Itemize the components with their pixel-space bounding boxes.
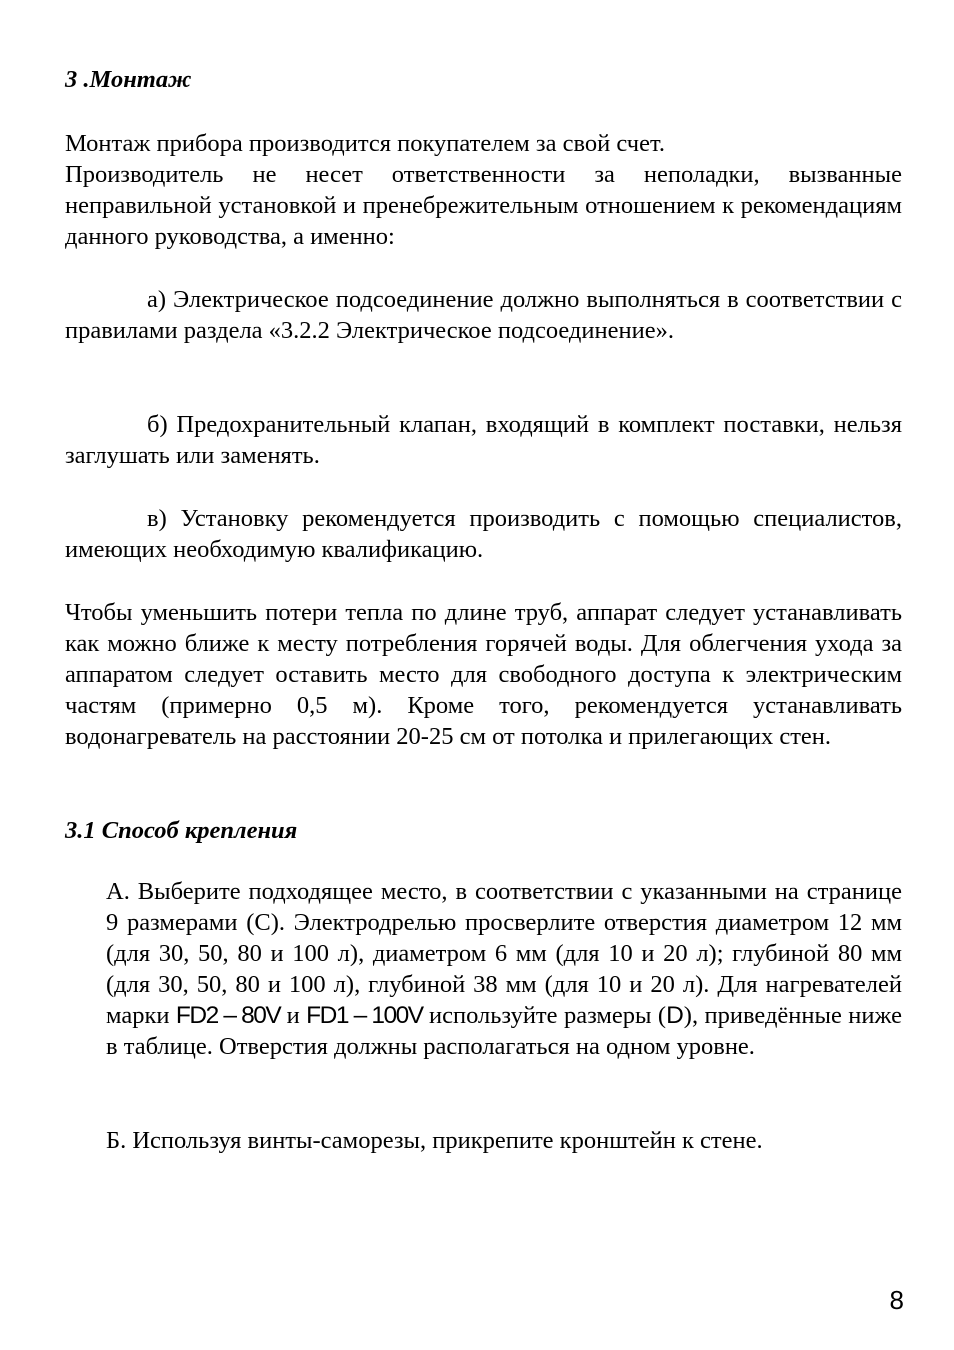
item-c-paragraph: в) Установку рекомендуется производить с помощью специалистов, имеющих необходимую квалификацию.	[65, 505, 902, 563]
item-a-paragraph: а) Электрическое подсоединение должно выполняться в соответствии с правилами раздела «3.2.2 Электрическое подсоединение».	[65, 286, 902, 344]
intro-line-2: Производитель не несет ответственности за неполадки, вызванные неправильной установкой и пренебрежительным отношением к рекомендациям данного руководства, а именно:	[65, 161, 902, 250]
step-a-text-1: А. Выберите подходящее место, в соответствии с указанными на странице 9 размерами (С). Электродрелью просверлите отверстия диаметром 12 мм (для 30, 50, 80 и 100 л), диаметром 6 мм (для 10 и 20 л); глубиной 80 мм (для 30, 50, 80 и 100 л), глубиной 38 мм (для 10 и 20 л). Для нагревателей марки	[106, 878, 902, 1029]
document-page	[65, 0, 902, 1350]
subsection-title: 3.1 Способ крепления	[65, 817, 298, 844]
dimension-letter: D	[666, 1002, 684, 1029]
step-a-text-3: ), приведённые ниже в таблице. Отверстия должны располагаться на одном уровне.	[106, 1002, 903, 1060]
model-conjunction: и	[286, 1002, 300, 1029]
step-a-text-2: используйте размеры (	[428, 1002, 667, 1029]
heat-loss-paragraph: Чтобы уменьшить потери тепла по длине труб, аппарат следует устанавливать как можно ближе к месту потребления горячей воды. Для облегчения ухода за аппаратом следует оставить место для свободного доступа к электрическим частям (примерно 0,5 м). Кроме того, рекомендуется устанавливать водонагреватель на расстоянии 20-25 см от потолка и прилегающих стен.	[65, 599, 902, 750]
intro-line-1: Монтаж прибора производится покупателем за свой счет.	[65, 130, 665, 157]
intro-paragraph	[65, 128, 902, 252]
page-number: 8	[889, 1285, 904, 1315]
model-fd1-100v: FD1 – 100V	[306, 1002, 423, 1029]
model-fd2-80v: FD2 – 80V	[175, 1002, 281, 1029]
step-a-paragraph	[106, 876, 902, 1062]
section-title: 3 .Монтаж	[65, 66, 192, 93]
item-b-paragraph: б) Предохранительный клапан, входящий в комплект поставки, нельзя заглушать или заменять.	[65, 411, 902, 469]
step-b-paragraph: Б. Используя винты-саморезы, прикрепите кронштейн к стене.	[106, 1127, 763, 1154]
